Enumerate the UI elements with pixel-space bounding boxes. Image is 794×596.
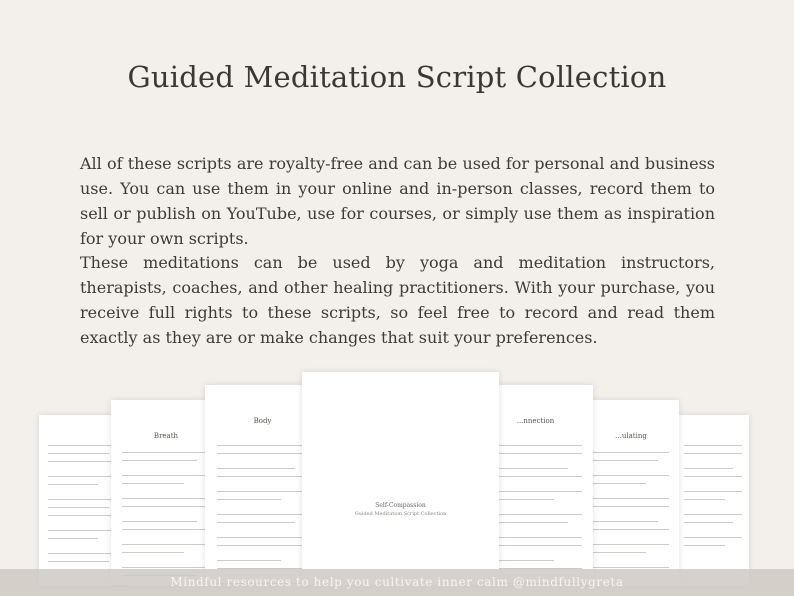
footer-banner: Mindful resources to help you cultivate inner calm @mindfullygreta	[0, 569, 794, 596]
script-page-preview	[583, 400, 679, 585]
script-page-preview	[677, 415, 749, 585]
page-title: Guided Meditation Script Collection	[127, 60, 667, 94]
cover-title: Self-Compassion	[375, 502, 426, 509]
cover-page-preview	[302, 372, 499, 585]
intro-paragraph-2: These meditations can be used by yoga and meditation instructors, therapists, coaches, and other healing practitioners. With your purchase, you receive full rights to these scripts, so feel free to record and read them exactly as they are or make changes that suit your preferences.	[80, 253, 715, 347]
cover-subtitle: Guided Meditation Script Collection	[354, 511, 447, 517]
page-header: ...nnection	[516, 417, 555, 425]
page-header: Body	[253, 417, 272, 425]
page-header: Breath	[153, 432, 179, 440]
page-header: ...ulating	[615, 432, 647, 440]
intro-paragraph-1: All of these scripts are royalty-free and can be used for personal and business use. You can use them in your online and in-person classes, record them to sell or publish on YouTube, use for courses, or simply use them as inspiration for your own scripts.	[80, 154, 715, 248]
